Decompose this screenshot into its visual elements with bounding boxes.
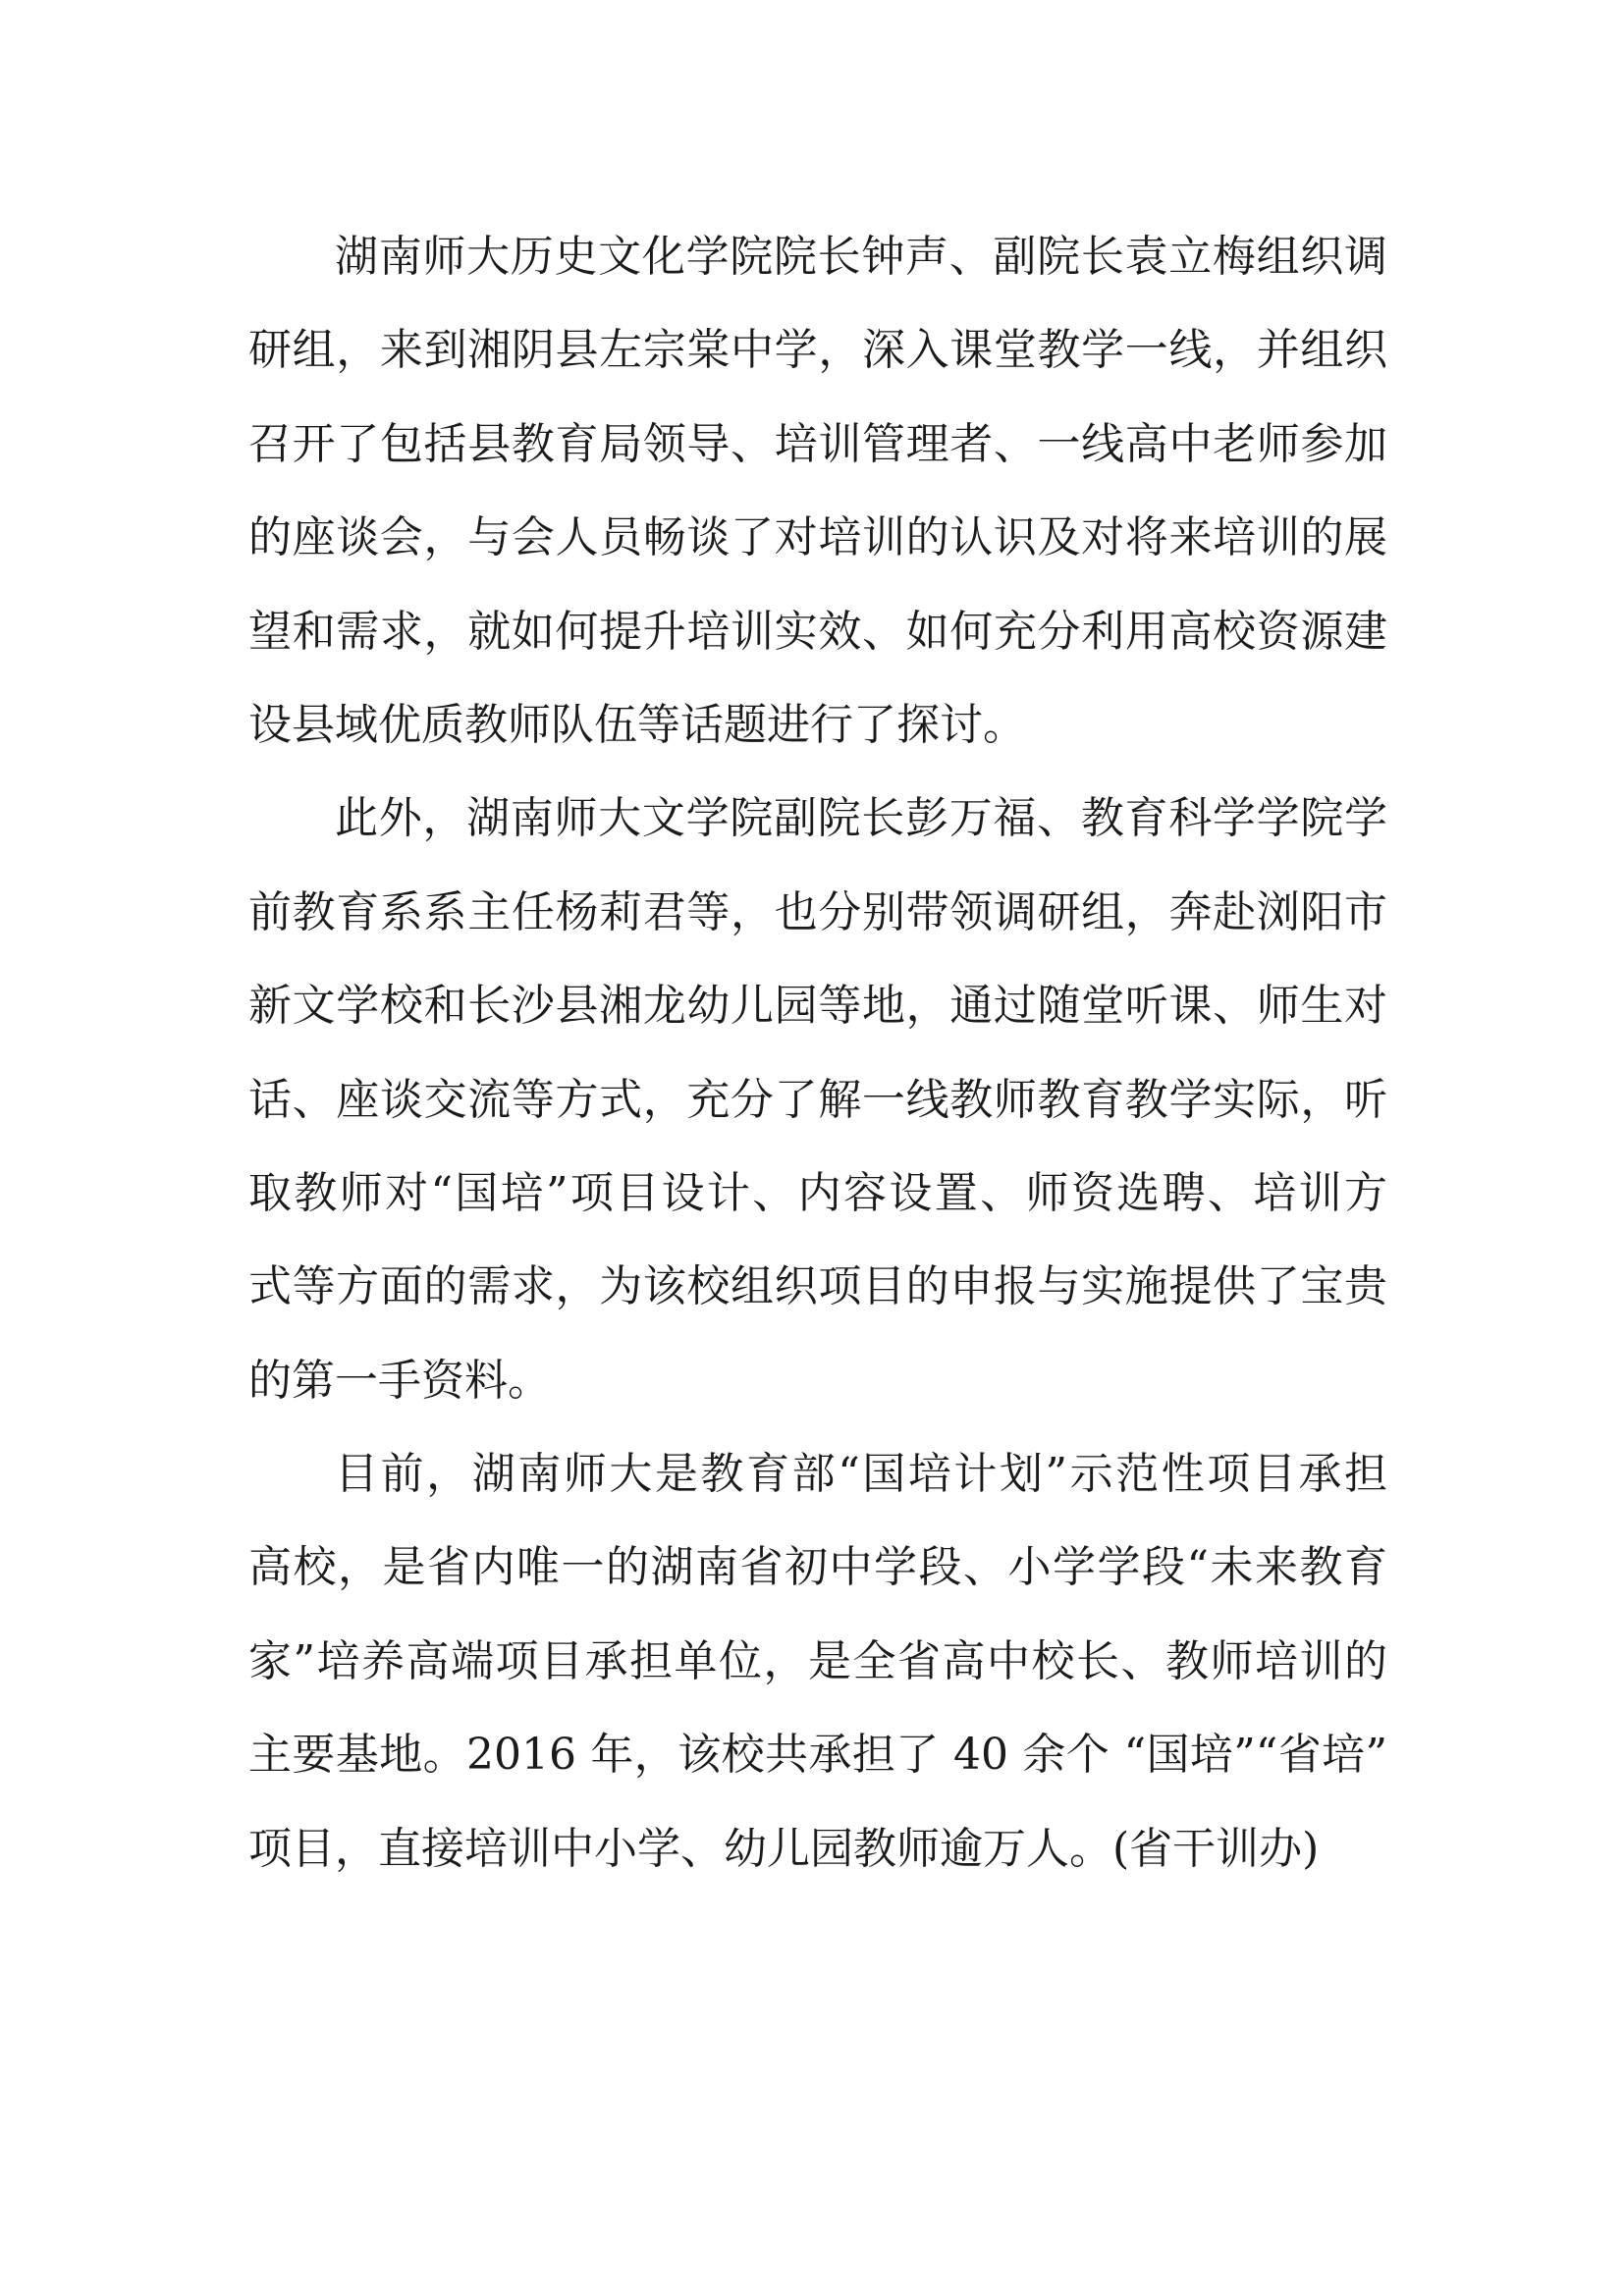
paragraph-2-line-1: 此外，湖南师大文学院副院长彭万福、教育科学学院学: [335, 793, 1387, 844]
paragraph-1-line-5: 望和需求，就如何提升培训实效、如何充分利用高校资源建: [248, 606, 1387, 657]
paragraph-1-line-4: 的座谈会，与会人员畅谈了对培训的认识及对将来培训的展: [248, 512, 1387, 563]
paragraph-2-line-5: 取教师对“国培”项目设计、内容设置、师资选聘、培训方: [248, 1167, 1387, 1218]
paragraph-3-line-4: 主要基地。2016 年，该校共承担了 40 余个 “国培”“省培”: [248, 1730, 1387, 1781]
paragraph-2-line-3: 新文学校和长沙县湘龙幼儿园等地，通过随堂听课、师生对: [248, 981, 1387, 1032]
paragraph-2-line-7: 的第一手资料。: [248, 1355, 551, 1406]
paragraph-3-line-3: 家”培养高端项目承担单位，是全省高中校长、教师培训的: [248, 1635, 1387, 1686]
article-body: [248, 210, 1387, 1896]
paragraph-1-line-3: 召开了包括县教育局领导、培训管理者、一线高中老师参加: [248, 418, 1387, 469]
paragraph-3-line-1: 目前，湖南师大是教育部“国培计划”示范性项目承担: [335, 1449, 1387, 1500]
paragraph-3-line-5: 项目，直接培训中小学、幼儿园教师逾万人。(省干训办): [248, 1823, 1320, 1874]
paragraph-1-line-6: 设县域优质教师队伍等话题进行了探讨。: [248, 699, 1026, 750]
paragraph-3-line-2: 高校，是省内唯一的湖南省初中学段、小学学段“未来教育: [248, 1542, 1387, 1593]
paragraph-1-line-1: 湖南师大历史文化学院院长钟声、副院长袁立梅组织调: [335, 232, 1387, 282]
paragraph-2-line-6: 式等方面的需求，为该校组织项目的申报与实施提供了宝贵: [248, 1261, 1387, 1312]
paragraph-2-line-2: 前教育系系主任杨莉君等，也分别带领调研组，奔赴浏阳市: [248, 886, 1387, 937]
paragraph-1-line-2: 研组，来到湘阴县左宗棠中学，深入课堂教学一线，并组织: [248, 325, 1387, 376]
paragraph-2-line-4: 话、座谈交流等方式，充分了解一线教师教育教学实际，听: [248, 1074, 1387, 1125]
